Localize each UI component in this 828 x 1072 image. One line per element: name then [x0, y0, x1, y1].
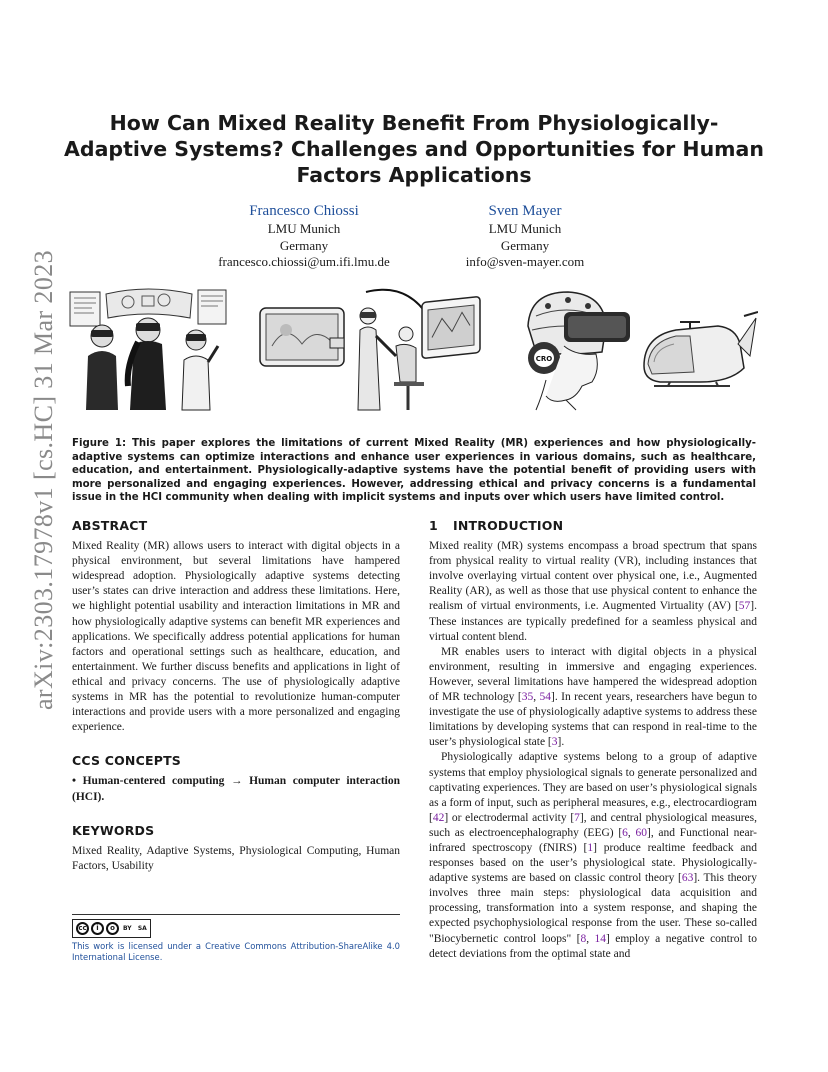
author-block — [184, 202, 424, 271]
author-country: Germany — [279, 237, 329, 253]
intro-paragraph-2: MR enables users to interact with digital objects in a physical environment, resulting in immersive and engaging experiences. However, several limitations have hampered the widespread adoption of MR technology [35, 54]. In recent years, researchers have begun to investigate the use of physiologically adaptive systems to address these limitations by developing systems that can respond in real-time to the user’s physiological state [3]. — [429, 645, 758, 749]
keywords-heading: KEYWORDS — [72, 822, 155, 838]
abstract-text: Mixed Reality (MR) allows users to interact with digital objects in a physical environment, but several limitations have hampered widespread adoption. Physiologically adaptive systems detecting user’s states can drive interaction and address these limitations. Here, we highlight potential usability and interaction limitations in MR and how physiologically adaptive systems can benefit MR experiences and applications. We specifically address potential applications for human factors and operational settings such as healthcare, education, and entertainment. We further discuss benefits and applications in light of ethical and privacy concerns. The use of physiologically adaptive systems in MR has the potential to revolutionize human-computer interactions and provide users with a more personalized and engaging experience. — [72, 540, 400, 734]
author-affiliation: LMU Munich — [267, 221, 341, 236]
citation-link[interactable]: 7 — [574, 811, 580, 824]
abstract-heading: ABSTRACT — [72, 518, 148, 533]
license-link[interactable]: This work is licensed under a Creative Commons Attribution-ShareAlike 4.0 International License. — [72, 940, 400, 963]
author-country: Germany — [500, 237, 550, 253]
ccs-heading: CCS CONCEPTS — [72, 753, 181, 769]
section-number: 1 — [429, 518, 438, 533]
author-email[interactable]: francesco.chiossi@um.ifi.lmu.de — [218, 254, 390, 269]
attribution-icon: i — [91, 922, 104, 935]
citation-link[interactable]: 57 — [738, 600, 751, 613]
creative-commons-badge[interactable] — [72, 919, 151, 938]
citation-link[interactable]: 63 — [681, 872, 694, 885]
citation-link[interactable]: 35 — [521, 691, 534, 704]
citation-link[interactable]: 54 — [539, 691, 552, 704]
right-column — [429, 518, 757, 962]
ccs-concepts: • Human-centered computing → Human computer interaction (HCI). — [72, 775, 400, 803]
author-email[interactable]: info@sven-mayer.com — [465, 254, 585, 269]
author-name[interactable]: Francesco Chiossi — [249, 203, 359, 219]
citation-link[interactable]: 1 — [587, 841, 594, 854]
left-column — [72, 518, 400, 964]
intro-paragraph-3: Physiologically adaptive systems belong to a group of adaptive systems that employ physiological signals to generate personalized and captivating experiences. They are based on user’s physiological signals as a form of input, such as peripheral measures, e.g., electrocardiogram [42] or electrodermal activity [7], and central physiological measures, such as electroencephalography (EEG) [6, 60], and Functional near-infrared spectroscopy (fNIRS) [1] produce realtime feedback and responses based on the user’s physiological state. Physiologically-adaptive systems are based on classic control theory [63]. This theory involves three main steps: physiological data acquisition and processing, transformation into a system response, and shaping the expected psychophysiological response from the user. These so-called "Biocybernetic control loops" [8, 14] employ a negative control to detect deviations from the optimal state and — [429, 751, 758, 960]
workstation-illustration — [256, 286, 486, 412]
citation-link[interactable]: 42 — [432, 811, 445, 824]
citation-link[interactable]: 8 — [580, 932, 587, 945]
citation-link[interactable]: 60 — [635, 826, 647, 839]
cc-badge-text: BY SA — [123, 924, 147, 932]
introduction-heading — [429, 518, 757, 533]
intro-paragraph-1: Mixed reality (MR) systems encompass a broad spectrum that spans from physical reality to virtual reality (VR), including instances that involve overlaying virtual content over physical one, i.e., Augmented Reality (AR), as well as those that use physical content to enhance the realism of virtual environments, i.e. Augmented Virtuality (AV) [57]. These instances are typically predefined for a seamless physical and virtual content blend. — [429, 540, 757, 643]
sensor-label: CRO — [535, 355, 553, 363]
author-name[interactable]: Sven Mayer — [488, 203, 562, 219]
citation-link[interactable]: 6 — [622, 826, 628, 839]
citation-link[interactable]: 3 — [551, 736, 558, 749]
license-divider — [72, 914, 400, 915]
helicopter-illustration — [640, 286, 758, 412]
cc-icon: cc — [76, 922, 89, 935]
paper-title: How Can Mixed Reality Benefit From Physiologically-Adaptive Systems? Challenges and Opportunities for Human Factors Applications — [64, 111, 764, 187]
citation-link[interactable]: 14 — [594, 932, 607, 945]
author-affiliation: LMU Munich — [488, 221, 562, 236]
author-block — [405, 202, 645, 271]
classroom-illustration — [68, 286, 228, 412]
headset-portrait-illustration — [506, 286, 634, 412]
section-title: INTRODUCTION — [453, 518, 564, 533]
teaser-figure — [68, 286, 758, 412]
keywords-text: Mixed Reality, Adaptive Systems, Physiological Computing, Human Factors, Usability — [72, 844, 400, 872]
sharealike-icon: o — [106, 922, 119, 935]
figure-caption: Figure 1: This paper explores the limitations of current Mixed Reality (MR) experiences and how physiologically-adaptive systems can optimize interactions and enhance user experiences in various domains, such as healthcare, education, and entertainment. Physiologically-adaptive systems have the potential benefit of providing users with more personalized and engaging experiences. However, addressing ethical and privacy concerns is a fundamental issue in the HCI community when dealing with implicit systems and inputs over which users have limited control. — [72, 438, 756, 504]
arxiv-identifier-stamp: arXiv:2303.17978v1 [cs.HC] 31 Mar 2023 — [29, 249, 58, 711]
